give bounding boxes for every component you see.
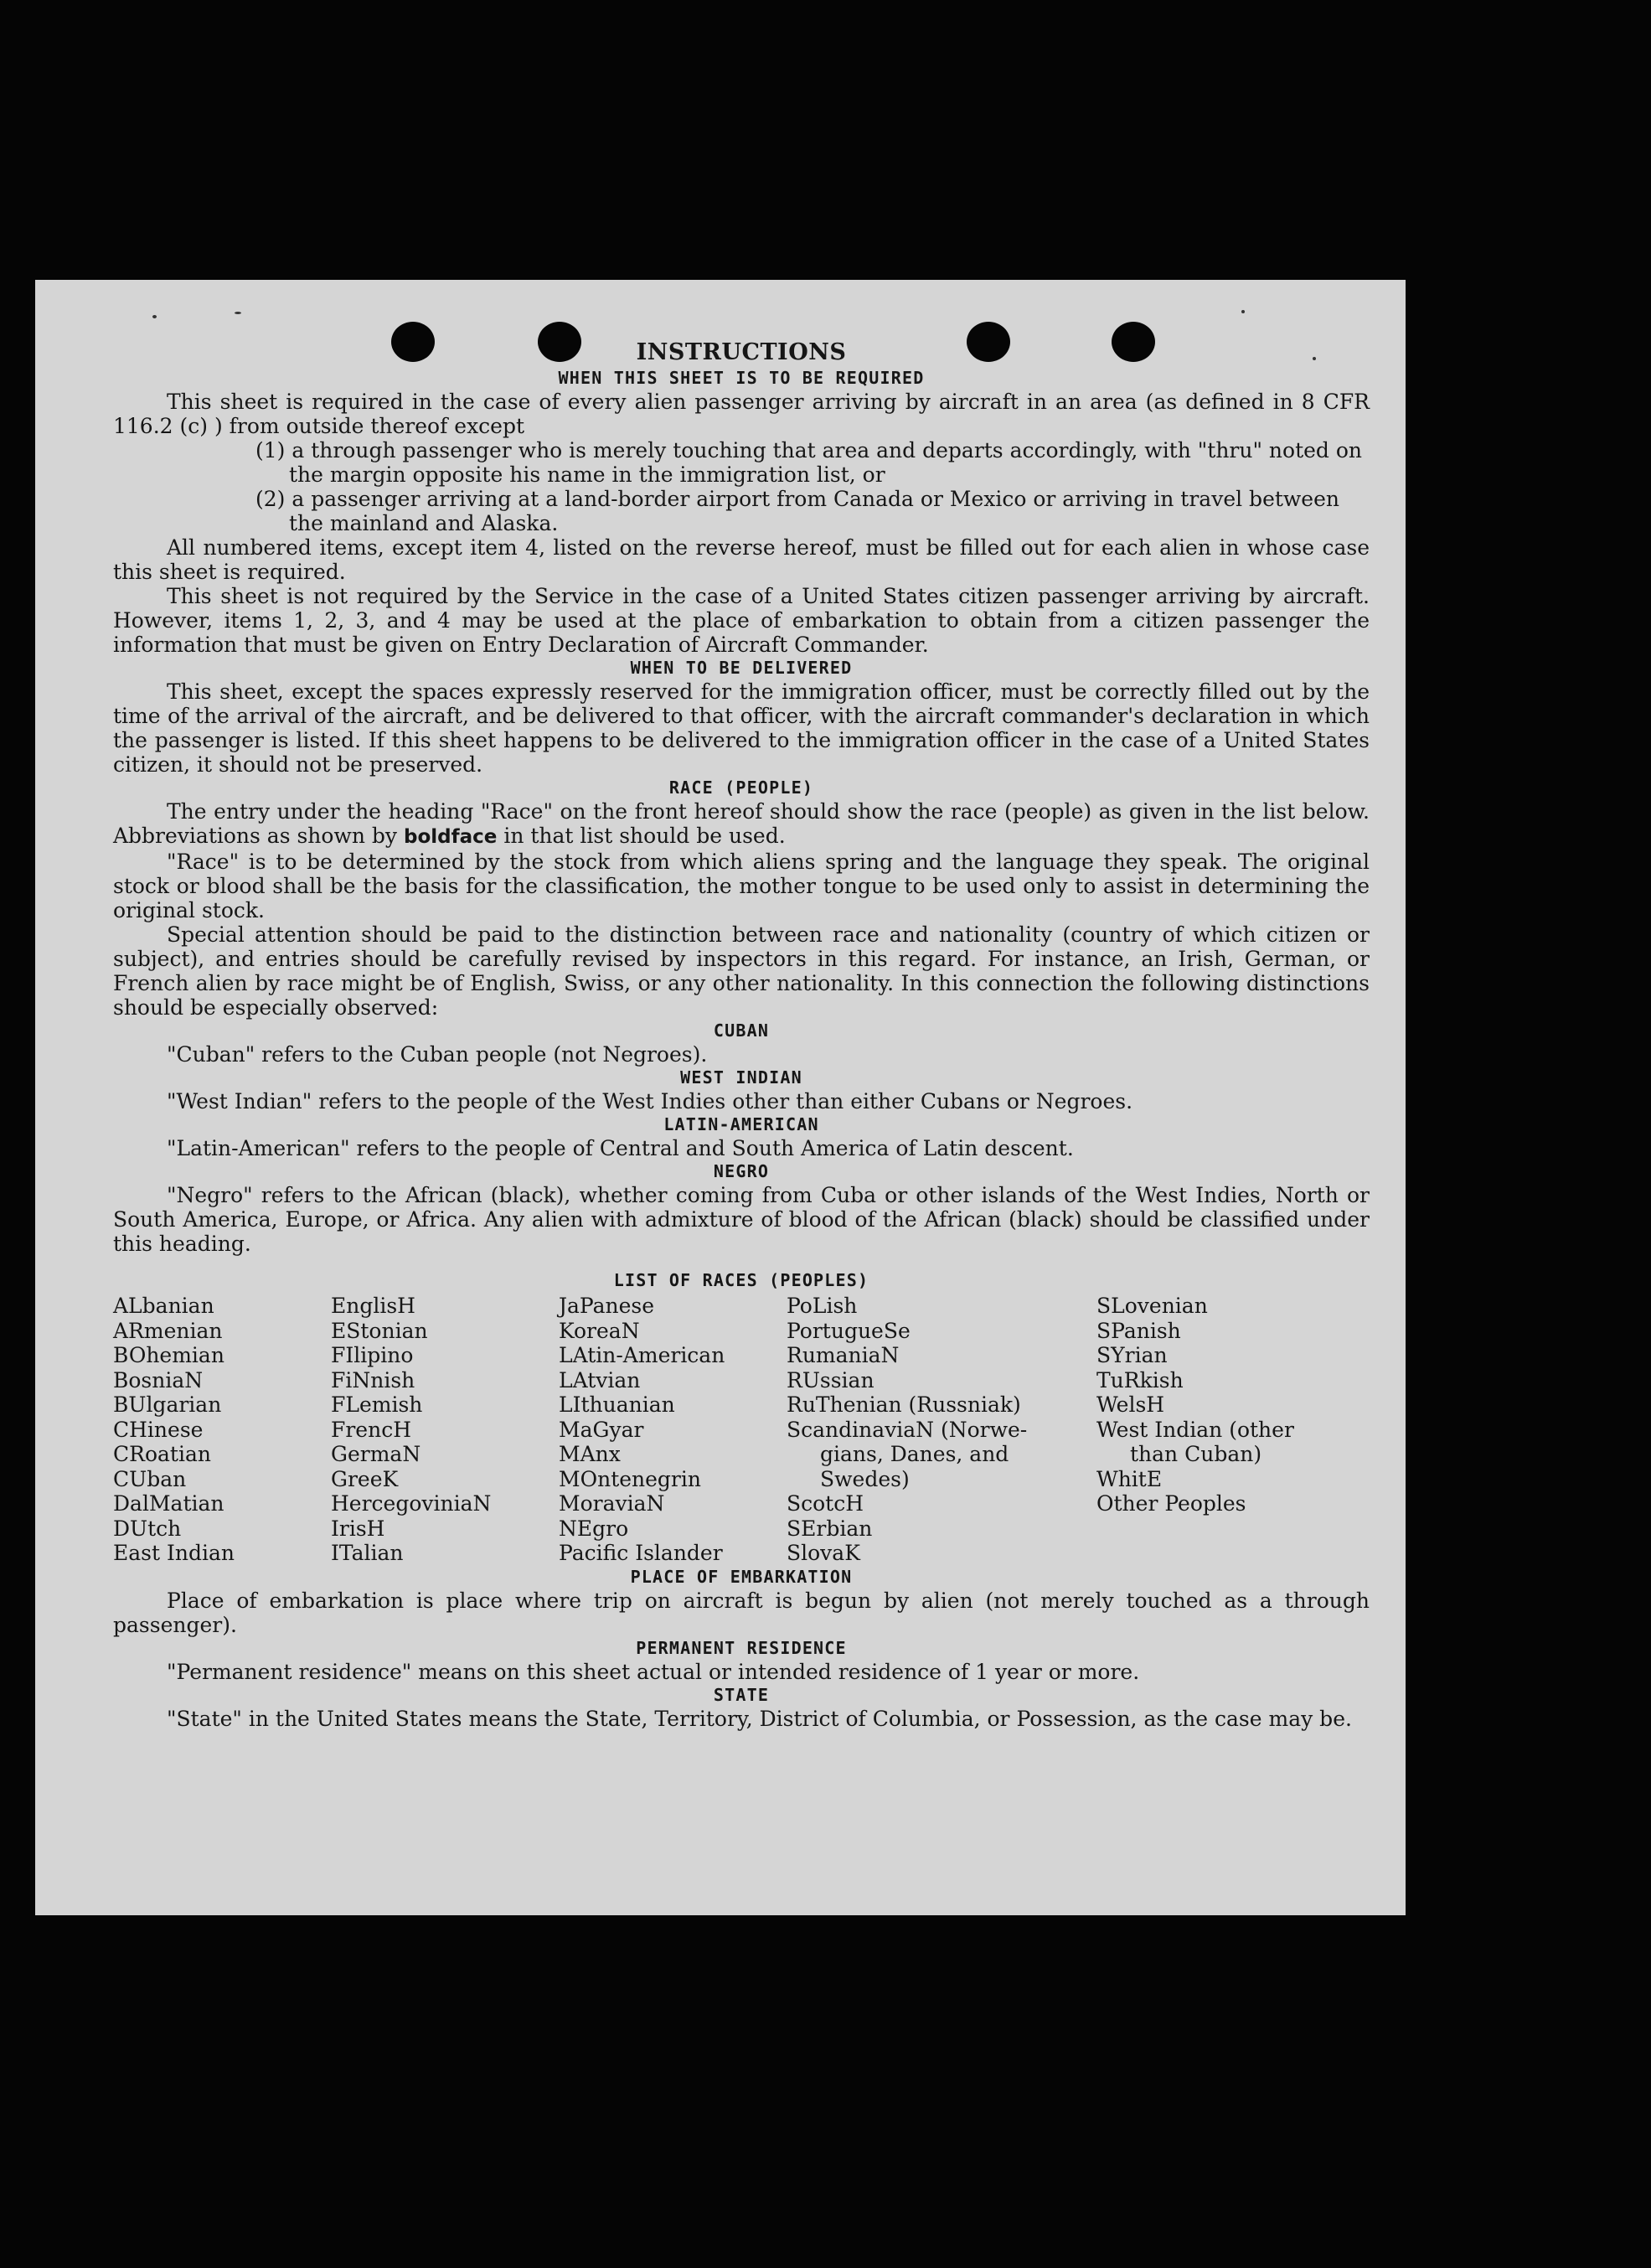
races-list (113, 1294, 1370, 1566)
delivered-paragraph: This sheet, except the spaces expressly reserved for the immigration officer, must be correctly filled out by the time of the arrival of the aircraft, and be delivered to that officer, with the aircraft commander's declaration in which the passenger is listed. If this sheet happens to be delivered to the immigration officer in the case of a United States citizen, it should not be preserved. (113, 679, 1370, 777)
section-heading-west-indian: WEST INDIAN (680, 1067, 802, 1088)
race-item: ScotcH (787, 1491, 864, 1516)
races-column-2 (331, 1294, 559, 1566)
race-item: EStonian (331, 1318, 428, 1343)
race-item: GermaN (331, 1442, 421, 1466)
race-item: TuRkish (1096, 1367, 1184, 1392)
instructions-content (113, 338, 1370, 1731)
race-item: GreeK (331, 1466, 399, 1491)
state-paragraph: "State" in the United States means the State, Territory, District of Columbia, or Possession, as the case may be. (167, 1706, 1352, 1731)
boldface-word: boldface (404, 826, 498, 848)
race-item: RuThenian (Russniak) (787, 1392, 1021, 1417)
race-item: BOhemian (113, 1343, 224, 1367)
section-heading-race: RACE (PEOPLE) (668, 778, 814, 798)
race-item: PoLish (787, 1294, 858, 1318)
negro-paragraph: "Negro" refers to the African (black), whether coming from Cuba or other islands of the West Indies, North or South America, Europe, or Africa. Any alien with admixture of blood of the African (black) should be classified under this heading. (113, 1183, 1370, 1256)
section-heading-permanent-residence: PERMANENT RESIDENCE (636, 1637, 847, 1658)
numbered-items-paragraph: All numbered items, except item 4, listed on the reverse hereof, must be filled out for each alien in whose case this sheet is required. (113, 535, 1370, 584)
race-item-continued: than Cuban) (1130, 1442, 1262, 1466)
document-sheet (35, 280, 1406, 1915)
race-item: RumaniaN (787, 1343, 900, 1367)
race-item: Other Peoples (1096, 1491, 1246, 1516)
race-item: SYrian (1096, 1343, 1168, 1367)
race-item: ARmenian (113, 1318, 223, 1343)
race-item: EnglisH (331, 1294, 415, 1318)
race-item-continued: Swedes) (820, 1466, 910, 1491)
latin-american-paragraph: "Latin-American" refers to the people of Central and South America of Latin descent. (167, 1136, 1074, 1160)
west-indian-paragraph: "West Indian" refers to the people of the West Indies other than either Cubans or Negroes. (167, 1089, 1133, 1113)
cuban-paragraph: "Cuban" refers to the Cuban people (not Negroes). (167, 1042, 708, 1067)
race-item: LAtin-American (559, 1343, 725, 1367)
race-item: NEgro (559, 1516, 629, 1541)
race-paragraph-3: Special attention should be paid to the distinction between race and nationality (country of which citizen or subject), and entries should be carefully revised by inspectors in this regard. For instance, an Irish, German, or French alien by race might be of English, Swiss, or any other nationality. In this connection the following distinctions should be especially observed: (113, 922, 1370, 1020)
race-item: CUban (113, 1466, 187, 1491)
race-item: RUssian (787, 1367, 875, 1392)
embarkation-paragraph: Place of embarkation is place where trip on aircraft is begun by alien (not merely touched as a through passenger). (113, 1588, 1370, 1637)
required-paragraph: This sheet is required in the case of every alien passenger arriving by aircraft in an area (as defined in 8 CFR 116.2 (c) ) from outside thereof except (113, 390, 1370, 438)
races-column-5 (1096, 1294, 1348, 1566)
race-item: LIthuanian (559, 1392, 675, 1417)
race-item-continued: gians, Danes, and (820, 1442, 1009, 1466)
races-column-3 (559, 1294, 787, 1566)
race-item: JaPanese (559, 1294, 655, 1318)
race-item: MAnx (559, 1442, 621, 1466)
race-item: MaGyar (559, 1417, 644, 1442)
race-item: FIlipino (331, 1343, 414, 1367)
race-item: DUtch (113, 1516, 182, 1541)
section-heading-embarkation: PLACE OF EMBARKATION (630, 1566, 853, 1587)
race-item: ALbanian (113, 1294, 214, 1318)
citizen-paragraph: This sheet is not required by the Service in the case of a United States citizen passenger arriving by aircraft. However, items 1, 2, 3, and 4 may be used at the place of embarkation to obtain from a citizen passenger the information that must be given on Entry Declaration of Aircraft Commander. (113, 584, 1370, 657)
race-item: East Indian (113, 1541, 235, 1565)
exception-item-2: (2) a passenger arriving at a land-border airport from Canada or Mexico or arriving in travel between the mainland and Alaska. (255, 487, 1339, 535)
race-item: WhitE (1096, 1466, 1163, 1491)
race-item: SLovenian (1096, 1294, 1208, 1318)
section-heading-list-of-races: LIST OF RACES (PEOPLES) (613, 1270, 869, 1290)
race-item: West Indian (other (1096, 1417, 1294, 1442)
race-item: Pacific Islander (559, 1541, 723, 1565)
race-text-b: in that list should be used. (497, 824, 786, 848)
section-heading-required: WHEN THIS SHEET IS TO BE REQUIRED (558, 368, 925, 388)
race-item: FiNnish (331, 1367, 415, 1392)
race-item: DalMatian (113, 1491, 224, 1516)
race-text-a: The entry under the heading "Race" on the front hereof should show the race (people) as given in the list below. Abbreviations as shown by (113, 799, 1370, 848)
scan-speck (235, 312, 241, 314)
race-item: CRoatian (113, 1442, 211, 1466)
race-item: FLemish (331, 1392, 423, 1417)
section-heading-delivered: WHEN TO BE DELIVERED (630, 658, 853, 678)
race-item: SlovaK (787, 1541, 860, 1565)
race-item: LAtvian (559, 1367, 641, 1392)
race-item: ScandinaviaN (Norwe- (787, 1417, 1028, 1442)
race-paragraph-2: "Race" is to be determined by the stock from which aliens spring and the language they speak. The original stock or blood shall be the basis for the classification, the mother tongue to be used only to assist in determining the original stock. (113, 850, 1370, 922)
race-item: HercegoviniaN (331, 1491, 492, 1516)
race-item: FrencH (331, 1417, 411, 1442)
race-item: BUlgarian (113, 1392, 222, 1417)
race-item: ITalian (331, 1541, 404, 1565)
race-item: CHinese (113, 1417, 204, 1442)
exception-item-1: (1) a through passenger who is merely touching that area and departs accordingly, with "thru" noted on the margin opposite his name in the immigration list, or (255, 438, 1363, 487)
races-column-4 (787, 1294, 1096, 1566)
race-item: MOntenegrin (559, 1466, 701, 1491)
race-item: KoreaN (559, 1318, 640, 1343)
section-heading-negro: NEGRO (713, 1161, 770, 1181)
page-title: INSTRUCTIONS (636, 339, 847, 365)
race-item: IrisH (331, 1516, 385, 1541)
race-item: MoraviaN (559, 1491, 665, 1516)
scan-speck (1241, 310, 1245, 313)
section-heading-latin-american: LATIN-AMERICAN (663, 1114, 819, 1134)
permanent-residence-paragraph: "Permanent residence" means on this sheet actual or intended residence of 1 year or more. (167, 1659, 1140, 1684)
scan-speck (152, 315, 157, 318)
section-heading-cuban: CUBAN (713, 1020, 770, 1041)
race-item: SPanish (1096, 1318, 1181, 1343)
race-paragraph-1 (113, 799, 1370, 850)
race-item: BosniaN (113, 1367, 204, 1392)
race-item: SErbian (787, 1516, 873, 1541)
section-heading-state: STATE (713, 1684, 770, 1705)
race-item: PortugueSe (787, 1318, 911, 1343)
race-item: WelsH (1096, 1392, 1165, 1417)
races-column-1 (113, 1294, 331, 1566)
